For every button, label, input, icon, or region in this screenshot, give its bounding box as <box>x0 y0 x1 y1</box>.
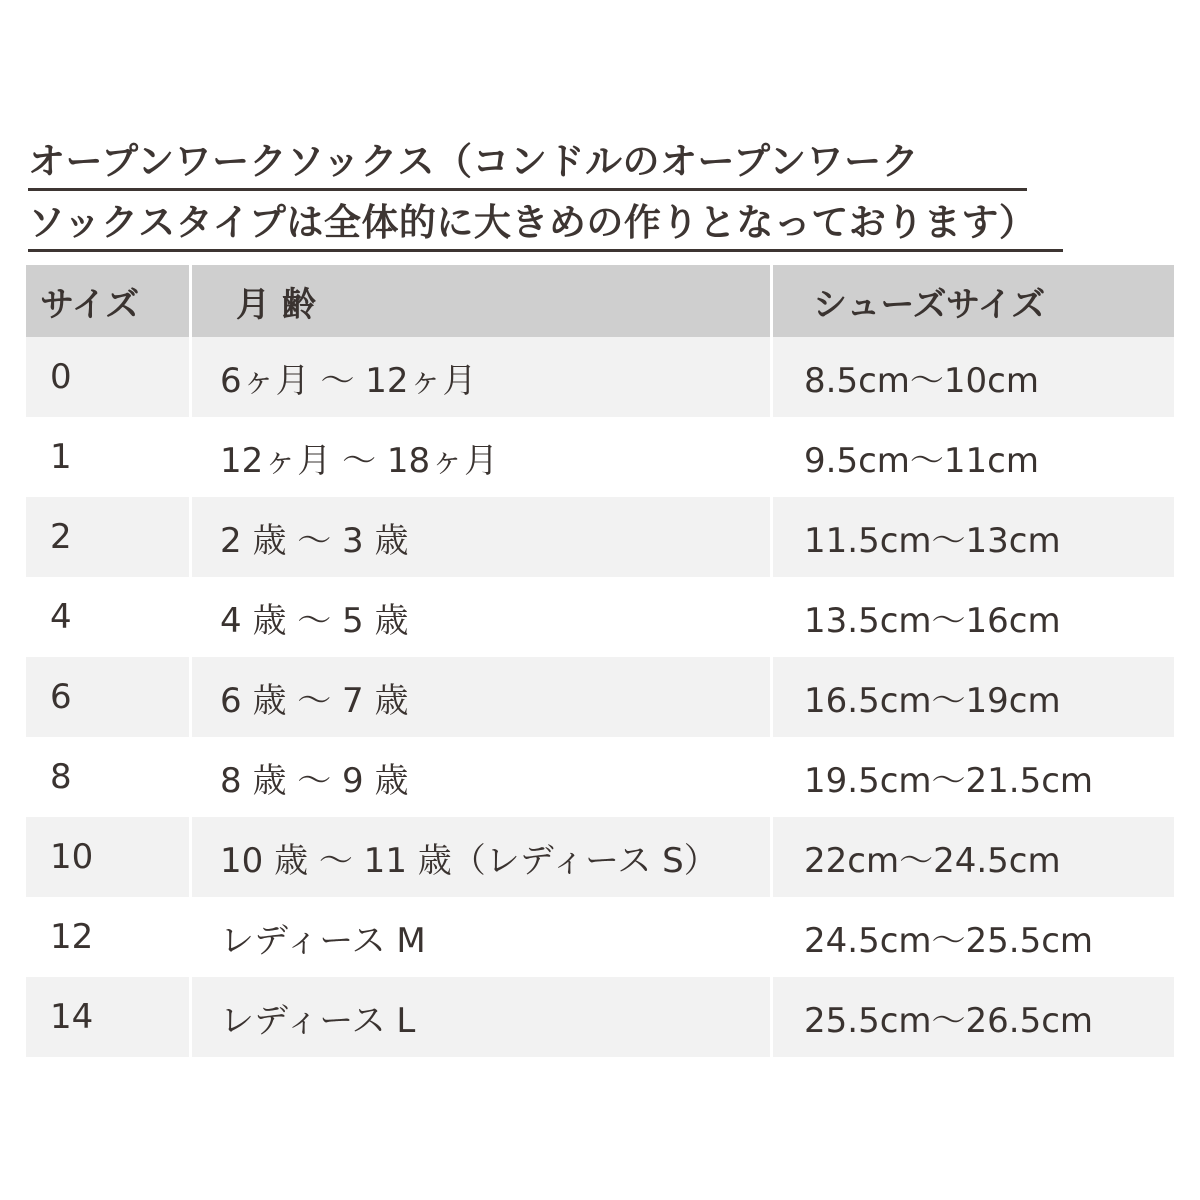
shoe-size-cell: 25.5cm〜26.5cm <box>773 977 1174 1057</box>
age-cell: 2 歳 〜 3 歳 <box>192 497 773 577</box>
age-cell: レディース M <box>192 897 773 977</box>
table-row <box>26 817 1174 897</box>
table-row <box>26 417 1174 497</box>
size-cell: 10 <box>26 817 192 897</box>
size-cell: 8 <box>26 737 192 817</box>
table-row <box>26 577 1174 657</box>
age-cell: レディース L <box>192 977 773 1057</box>
table-row <box>26 337 1174 417</box>
age-cell: 8 歳 〜 9 歳 <box>192 737 773 817</box>
size-cell: 1 <box>26 417 192 497</box>
heading-line-1: オープンワークソックス（コンドルのオープンワーク <box>28 138 1027 191</box>
size-cell: 4 <box>26 577 192 657</box>
shoe-size-cell: 11.5cm〜13cm <box>773 497 1174 577</box>
age-cell: 4 歳 〜 5 歳 <box>192 577 773 657</box>
age-cell: 6ヶ月 〜 12ヶ月 <box>192 337 773 417</box>
table-row <box>26 657 1174 737</box>
shoe-size-cell: 13.5cm〜16cm <box>773 577 1174 657</box>
size-cell: 14 <box>26 977 192 1057</box>
heading-line-2: ソックスタイプは全体的に大きめの作りとなっております） <box>28 199 1063 252</box>
header-shoe-size: シューズサイズ <box>773 265 1174 337</box>
shoe-size-cell: 24.5cm〜25.5cm <box>773 897 1174 977</box>
table-row <box>26 737 1174 817</box>
table-row <box>26 497 1174 577</box>
size-cell: 2 <box>26 497 192 577</box>
header-age: 月 齢 <box>192 265 773 337</box>
age-cell: 12ヶ月 〜 18ヶ月 <box>192 417 773 497</box>
size-cell: 6 <box>26 657 192 737</box>
header-size: サイズ <box>26 265 192 337</box>
size-chart-table <box>26 265 1174 1057</box>
table-row <box>26 897 1174 977</box>
shoe-size-cell: 8.5cm〜10cm <box>773 337 1174 417</box>
size-cell: 0 <box>26 337 192 417</box>
age-cell: 6 歳 〜 7 歳 <box>192 657 773 737</box>
shoe-size-cell: 22cm〜24.5cm <box>773 817 1174 897</box>
shoe-size-cell: 16.5cm〜19cm <box>773 657 1174 737</box>
page-heading <box>28 138 1128 252</box>
shoe-size-cell: 19.5cm〜21.5cm <box>773 737 1174 817</box>
age-cell: 10 歳 〜 11 歳（レディース S） <box>192 817 773 897</box>
table-header-row <box>26 265 1174 337</box>
table-row <box>26 977 1174 1057</box>
shoe-size-cell: 9.5cm〜11cm <box>773 417 1174 497</box>
size-cell: 12 <box>26 897 192 977</box>
